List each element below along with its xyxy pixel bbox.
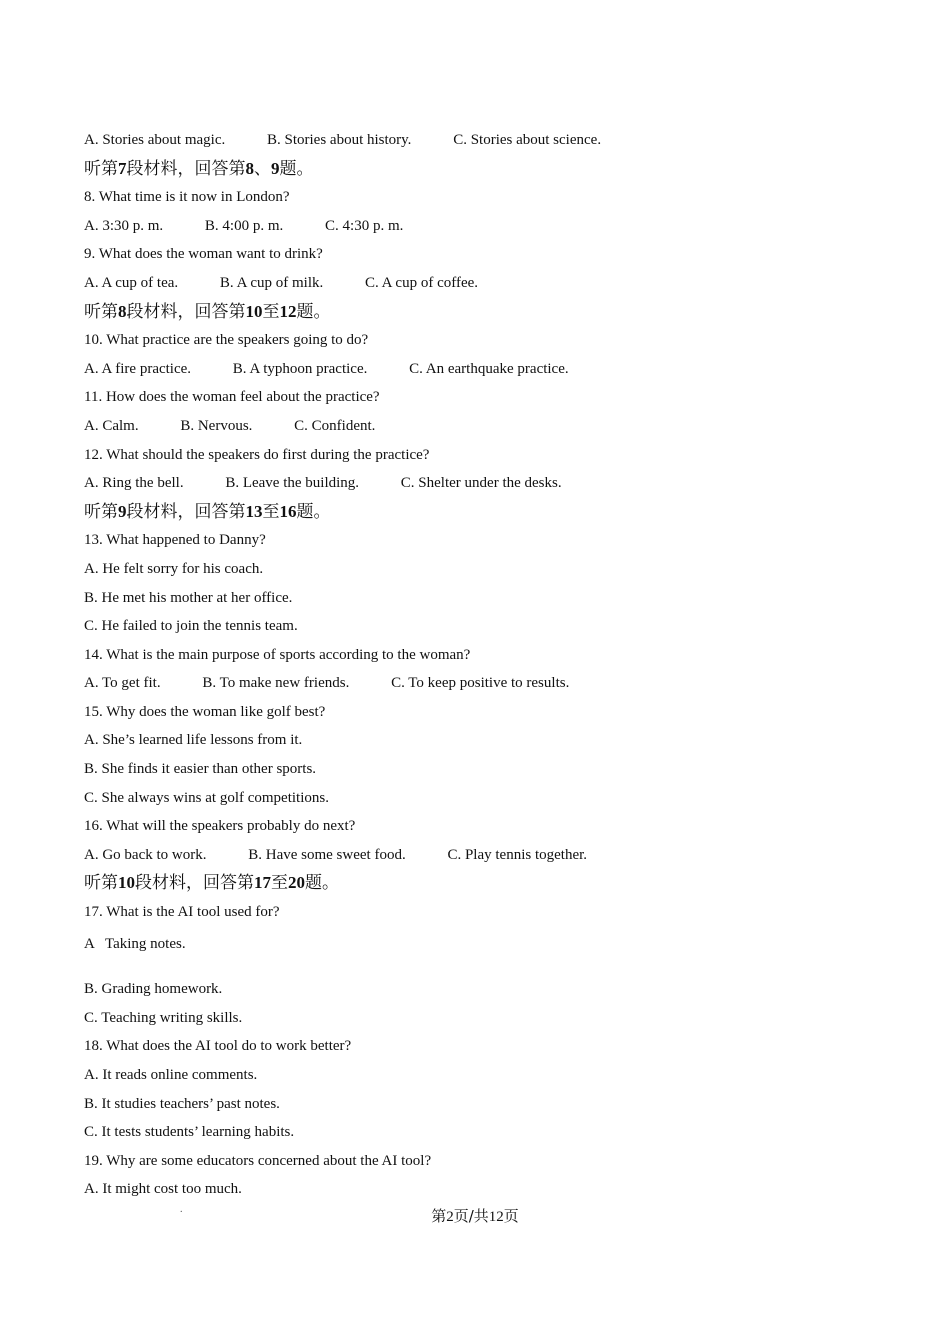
question-16: 16. What will the speakers probably do next? (84, 818, 356, 835)
section-text: 听第 (84, 501, 118, 522)
q15-option-c: C. She always wins at golf competitions. (84, 789, 329, 806)
q7-option-c: C. Stories about science. (453, 132, 602, 148)
section-8-heading (84, 298, 884, 327)
question-15: 15. Why does the woman like golf best? (84, 703, 326, 720)
q18-option-b: B. It studies teachers’ past notes. (84, 1095, 280, 1112)
q17-option-a: A Taking notes. (84, 935, 186, 952)
footer-page-number: 2 (446, 1209, 454, 1225)
q14-option-c: C. To keep positive to results. (391, 675, 570, 692)
q12-options (84, 469, 884, 498)
q19-option-a: A. It might cost too much. (84, 1181, 242, 1198)
question-range-end: 9 (271, 158, 280, 178)
q7-option-a: A. Stories about magic. (84, 132, 226, 148)
question-19: 19. Why are some educators concerned about the AI tool? (84, 1152, 432, 1169)
q7-option-b: B. Stories about history. (266, 132, 412, 148)
q17-option-b: B. Grading homework. (84, 981, 223, 998)
q8-option-c: C. 4:30 p. m. (325, 217, 404, 234)
q10-options (84, 355, 884, 384)
question-range-start: 8 (245, 158, 254, 178)
q13-option-c: C. He failed to join the tennis team. (84, 618, 298, 635)
q14-option-a: A. To get fit. (84, 675, 161, 692)
q18-option-a: A. It reads online comments. (84, 1067, 258, 1083)
q15-option-b: B. She finds it easier than other sports. (84, 761, 317, 778)
q8-options (84, 212, 884, 241)
q15-option-a: A. She’s learned life lessons from it. (84, 732, 303, 749)
question-18: 18. What does the AI tool do to work better? (84, 1038, 352, 1055)
page-footer (0, 1204, 950, 1229)
q16-options (84, 841, 884, 870)
q14-options (84, 669, 884, 698)
question-8: 8. What time is it now in London? (84, 189, 290, 206)
section-text: 听第 (84, 301, 118, 322)
section-text: 至 (262, 301, 280, 322)
question-9: 9. What does the woman want to drink? (84, 246, 323, 263)
q10-option-b: B. A typhoon practice. (232, 360, 368, 377)
footer-text: 页 (503, 1207, 519, 1225)
question-range-start: 13 (245, 501, 263, 521)
section-number: 8 (118, 301, 127, 321)
section-number: 9 (118, 501, 127, 521)
section-text: 题。 (279, 158, 314, 179)
section-text: 题。 (305, 873, 339, 894)
footer-text: 第 (431, 1207, 447, 1225)
q16-option-b: B. Have some sweet food. (248, 846, 406, 863)
section-text: 段材料，回答第 (126, 158, 246, 179)
q8-option-a: A. 3:30 p. m. (84, 217, 164, 234)
q11-options (84, 412, 884, 441)
q11-option-c: C. Confident. (294, 417, 376, 434)
section-text: 听第 (84, 158, 118, 179)
section-text: 、 (254, 158, 271, 179)
q11-option-a: A. Calm. (84, 417, 139, 434)
section-7-heading (84, 155, 884, 184)
q16-option-a: A. Go back to work. (84, 846, 207, 863)
stray-mark: . (180, 1204, 183, 1215)
section-10-heading (84, 869, 884, 898)
section-9-heading (84, 498, 884, 527)
question-10: 10. What practice are the speakers going to do? (84, 332, 369, 349)
section-text: 题。 (296, 501, 331, 522)
footer-text: 页/共 (453, 1207, 489, 1225)
exam-page-body (84, 126, 884, 1204)
q16-option-c: C. Play tennis together. (447, 846, 588, 863)
q14-option-b: B. To make new friends. (202, 675, 350, 692)
question-range-start: 10 (245, 301, 263, 321)
section-text: 至 (271, 873, 288, 894)
question-range-end: 16 (279, 501, 297, 521)
q18-option-c: C. It tests students’ learning habits. (84, 1124, 295, 1141)
q9-option-c: C. A cup of coffee. (365, 274, 479, 291)
q7-options (84, 126, 884, 155)
q12-option-b: B. Leave the building. (225, 475, 360, 492)
question-range-start: 17 (254, 873, 271, 893)
q13-option-b: B. He met his mother at her office. (84, 589, 293, 606)
section-text: 段材料，回答第 (135, 873, 254, 894)
question-17: 17. What is the AI tool used for? (84, 904, 280, 921)
section-text: 题。 (296, 301, 331, 322)
footer-total-pages: 12 (488, 1209, 504, 1225)
question-14: 14. What is the main purpose of sports according to the woman? (84, 646, 471, 663)
section-number: 10 (118, 873, 135, 893)
q12-option-a: A. Ring the bell. (84, 475, 184, 492)
section-text: 段材料，回答第 (126, 301, 246, 322)
section-text: 至 (262, 501, 280, 522)
q8-option-b: B. 4:00 p. m. (204, 217, 284, 234)
q9-options (84, 269, 884, 298)
section-text: 段材料，回答第 (126, 501, 246, 522)
section-number: 7 (118, 158, 127, 178)
question-range-end: 12 (279, 301, 297, 321)
q13-option-a: A. He felt sorry for his coach. (84, 560, 264, 577)
question-range-end: 20 (288, 873, 305, 893)
q9-option-a: A. A cup of tea. (84, 274, 179, 291)
question-12: 12. What should the speakers do first during the practice? (84, 446, 430, 463)
question-11: 11. How does the woman feel about the practice? (84, 389, 380, 406)
q10-option-c: C. An earthquake practice. (409, 360, 569, 377)
q12-option-c: C. Shelter under the desks. (400, 475, 562, 492)
section-text: 听第 (84, 873, 118, 894)
q11-option-b: B. Nervous. (180, 417, 253, 434)
q9-option-b: B. A cup of milk. (219, 274, 324, 291)
question-13: 13. What happened to Danny? (84, 532, 266, 549)
q10-option-a: A. A fire practice. (84, 360, 192, 377)
q17-option-c: C. Teaching writing skills. (84, 1009, 243, 1026)
